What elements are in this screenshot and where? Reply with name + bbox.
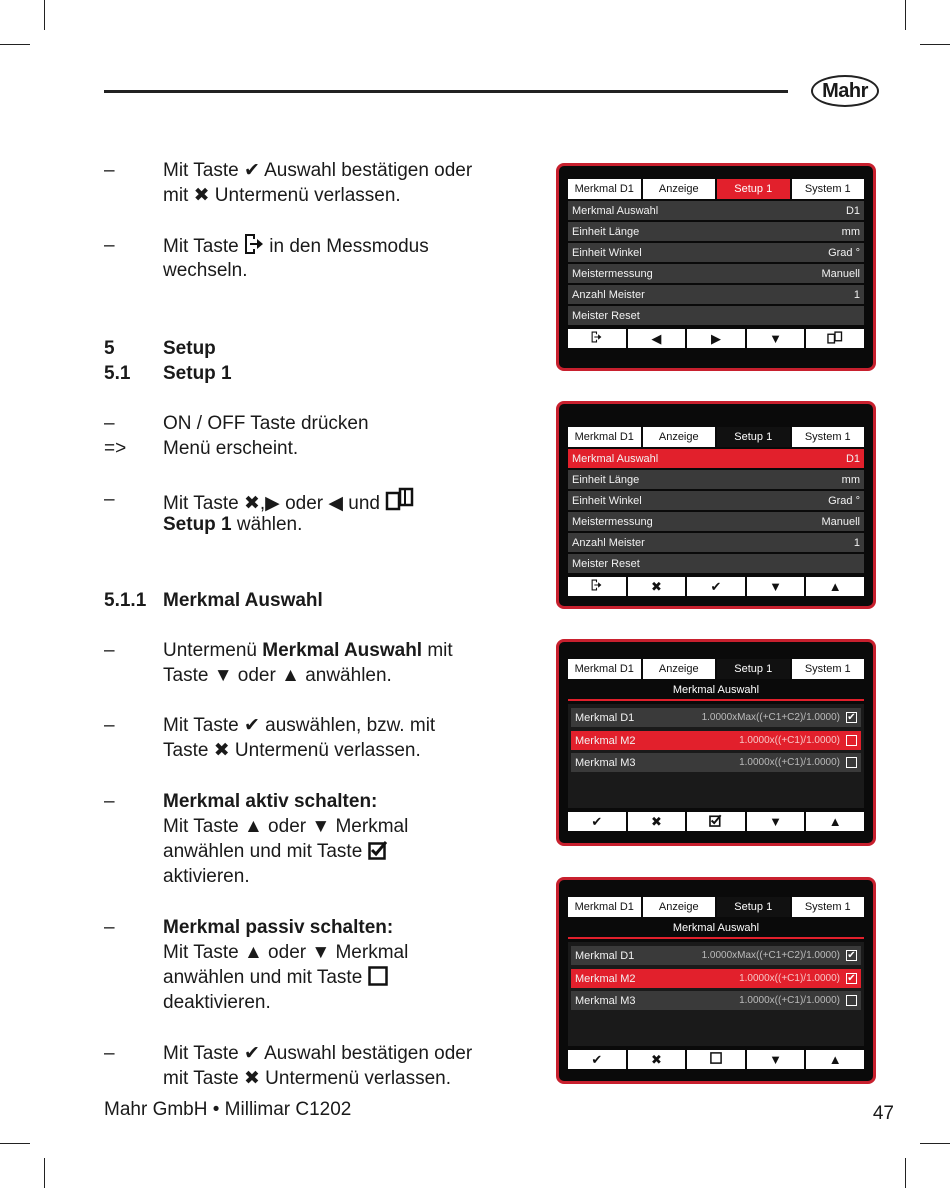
arrow-up-icon: ▲ bbox=[243, 816, 263, 837]
cancel-key[interactable] bbox=[628, 1050, 686, 1069]
section-title: Setup bbox=[163, 338, 216, 359]
check-icon: ✔ bbox=[591, 1051, 603, 1067]
down-key[interactable] bbox=[747, 577, 805, 596]
text-line: Mit Taste ✔ Auswahl bestätigen oder bbox=[163, 160, 473, 181]
check-icon: ✔ bbox=[243, 1043, 260, 1064]
arrow-down-icon: ▼ bbox=[769, 331, 783, 346]
crop-mark bbox=[44, 0, 45, 30]
arrow-left-icon: ◀ bbox=[328, 493, 344, 514]
text-line: Mit Taste ▲ oder ▼ Merkmal bbox=[163, 942, 409, 963]
text-line: Taste ✖ Untermenü verlassen. bbox=[163, 740, 421, 761]
up-key[interactable] bbox=[806, 812, 864, 831]
device-screen-merkmal-auswahl bbox=[556, 639, 876, 846]
tab-setup-1[interactable]: Setup 1 bbox=[717, 897, 790, 917]
text-line: anwählen und mit Taste bbox=[163, 839, 388, 864]
mahr-logo: Mahr bbox=[811, 75, 879, 107]
right-key[interactable] bbox=[687, 329, 745, 348]
arrow-down-icon: ▼ bbox=[311, 816, 331, 837]
text-line: Taste ▼ oder ▲ anwählen. bbox=[163, 665, 392, 686]
down-key[interactable] bbox=[747, 812, 805, 831]
bullet-dash: – bbox=[104, 917, 115, 938]
left-key[interactable] bbox=[628, 329, 686, 348]
section-number: 5.1.1 bbox=[104, 590, 147, 611]
arrow-up-icon: ▲ bbox=[243, 942, 263, 963]
text-line: mit ✖ Untermenü verlassen. bbox=[163, 185, 401, 206]
cancel-key[interactable] bbox=[628, 577, 686, 596]
confirm-key[interactable] bbox=[687, 577, 745, 596]
menu-row[interactable]: Meistermessung Manuell bbox=[568, 264, 864, 283]
bullet-dash: – bbox=[104, 640, 115, 661]
menu-row[interactable]: Anzahl Meister 1 bbox=[568, 533, 864, 552]
confirm-key[interactable] bbox=[568, 1050, 626, 1069]
page-number: 47 bbox=[872, 1103, 894, 1124]
cross-icon: ✖ bbox=[650, 578, 662, 594]
tab-anzeige[interactable]: Anzeige bbox=[643, 659, 716, 679]
result-arrow: => bbox=[104, 438, 127, 459]
text-line: Mit Taste ▲ oder ▼ Merkmal bbox=[163, 816, 409, 837]
tab-merkmal-d1[interactable]: Merkmal D1 bbox=[568, 179, 641, 199]
text-line: Mit Taste in den Messmodus bbox=[163, 233, 429, 262]
pages-icon bbox=[826, 331, 844, 347]
arrow-down-icon: ▼ bbox=[769, 1052, 783, 1067]
text-line: Merkmal passiv schalten: bbox=[163, 917, 394, 938]
crop-mark bbox=[44, 1158, 45, 1188]
menu-row[interactable]: Einheit Winkel Grad ° bbox=[568, 243, 864, 262]
menu-row[interactable]: Meister Reset bbox=[568, 306, 864, 325]
arrow-up-icon: ▲ bbox=[281, 665, 300, 686]
tab-anzeige[interactable]: Anzeige bbox=[643, 427, 716, 447]
exit-key[interactable] bbox=[568, 577, 626, 596]
exit-icon bbox=[591, 331, 602, 346]
menu-row[interactable]: Meister Reset bbox=[568, 554, 864, 573]
arrow-left-icon: ◀ bbox=[651, 330, 662, 346]
crop-mark bbox=[920, 1143, 950, 1144]
check-icon: ✔ bbox=[710, 578, 722, 594]
cross-icon: ✖ bbox=[193, 185, 210, 206]
screen-tabs bbox=[568, 659, 864, 679]
cross-icon: ✖ bbox=[213, 740, 230, 761]
device-screen-merkmal-auswahl-active bbox=[556, 877, 876, 1084]
tab-system-1[interactable]: System 1 bbox=[792, 659, 865, 679]
header-rule bbox=[104, 90, 788, 93]
text-line: ON / OFF Taste drücken bbox=[163, 413, 369, 434]
cross-icon: ✖ bbox=[243, 1068, 260, 1089]
check-icon: ✔ bbox=[243, 715, 260, 736]
arrow-up-icon: ▲ bbox=[828, 814, 842, 829]
empty-box-icon bbox=[710, 1052, 722, 1067]
crop-mark bbox=[905, 0, 906, 30]
crop-mark bbox=[0, 1143, 30, 1144]
arrow-down-icon: ▼ bbox=[769, 579, 783, 594]
menu-row[interactable]: Einheit Länge mm bbox=[568, 470, 864, 489]
device-screen-setup-selected bbox=[556, 401, 876, 609]
merkmal-row[interactable]: Merkmal D1 1.0000xMax((+C1+C2)/1.0000) ✔ bbox=[571, 946, 861, 965]
up-key[interactable] bbox=[806, 577, 864, 596]
text-line: Untermenü Merkmal Auswahl mit bbox=[163, 640, 453, 661]
tab-setup-1[interactable]: Setup 1 bbox=[717, 179, 790, 199]
crop-mark bbox=[0, 44, 30, 45]
tab-anzeige[interactable]: Anzeige bbox=[643, 897, 716, 917]
checked-box-icon[interactable]: ✔ bbox=[847, 972, 856, 984]
arrow-down-icon: ▼ bbox=[769, 814, 783, 829]
screen-tabs bbox=[568, 897, 864, 917]
tab-merkmal-d1[interactable]: Merkmal D1 bbox=[568, 897, 641, 917]
cross-icon: ✖ bbox=[650, 1051, 662, 1067]
deactivate-key[interactable] bbox=[687, 1050, 745, 1069]
screen-tabs bbox=[568, 179, 864, 199]
arrow-up-icon: ▲ bbox=[828, 1052, 842, 1067]
device-screen-setup bbox=[556, 163, 876, 371]
arrow-down-icon: ▼ bbox=[213, 665, 233, 686]
bullet-dash: – bbox=[104, 791, 115, 812]
cross-icon: ✖ bbox=[650, 813, 662, 829]
bullet-dash: – bbox=[104, 413, 115, 434]
submenu-title: Merkmal Auswahl bbox=[568, 919, 864, 939]
checked-box-icon bbox=[368, 841, 388, 862]
bullet-dash: – bbox=[104, 489, 115, 510]
menu-row-selected[interactable]: Merkmal Auswahl D1 bbox=[568, 449, 864, 468]
merkmal-row[interactable]: Merkmal D1 1.0000xMax((+C1+C2)/1.0000) ✔ bbox=[571, 708, 861, 727]
text-line: Merkmal aktiv schalten: bbox=[163, 791, 378, 812]
check-icon: ✔ bbox=[243, 160, 260, 181]
tab-setup-1[interactable]: Setup 1 bbox=[717, 659, 790, 679]
submenu-title: Merkmal Auswahl bbox=[568, 681, 864, 701]
screen-tabs bbox=[568, 427, 864, 447]
pages-key[interactable] bbox=[806, 329, 864, 348]
checked-box-icon bbox=[709, 814, 722, 830]
text-line: Mit Taste ✖,▶ oder ◀ und bbox=[163, 487, 415, 516]
bullet-dash: – bbox=[104, 715, 115, 736]
merkmal-row-selected[interactable]: Merkmal M2 1.0000x((+C1)/1.0000) bbox=[571, 731, 861, 750]
text-line: aktivieren. bbox=[163, 866, 250, 887]
crop-mark bbox=[920, 44, 950, 45]
menu-row[interactable]: Einheit Länge mm bbox=[568, 222, 864, 241]
merkmal-row[interactable]: Merkmal M3 1.0000x((+C1)/1.0000) bbox=[571, 991, 861, 1010]
menu-row[interactable]: Einheit Winkel Grad ° bbox=[568, 491, 864, 510]
text-line: wechseln. bbox=[163, 260, 248, 281]
arrow-right-icon: ▶ bbox=[265, 493, 280, 514]
text-line: Mit Taste ✔ auswählen, bzw. mit bbox=[163, 715, 436, 736]
check-icon: ✔ bbox=[591, 813, 603, 829]
text-line: Menü erscheint. bbox=[163, 438, 299, 459]
merkmal-row-selected[interactable]: Merkmal M2 1.0000x((+C1)/1.0000) ✔ bbox=[571, 969, 861, 988]
tab-system-1[interactable]: System 1 bbox=[792, 179, 865, 199]
section-number: 5 bbox=[104, 338, 115, 359]
cancel-key[interactable] bbox=[628, 812, 686, 831]
function-keys bbox=[568, 812, 864, 831]
arrow-right-icon: ▶ bbox=[710, 330, 721, 346]
menu-row[interactable]: Anzahl Meister 1 bbox=[568, 285, 864, 304]
menu-row[interactable]: Merkmal Auswahl D1 bbox=[568, 201, 864, 220]
empty-box-icon[interactable] bbox=[846, 757, 857, 768]
section-number: 5.1 bbox=[104, 363, 131, 384]
empty-box-icon bbox=[368, 967, 388, 988]
tab-system-1[interactable]: System 1 bbox=[792, 897, 865, 917]
menu-row[interactable]: Meistermessung Manuell bbox=[568, 512, 864, 531]
down-key[interactable] bbox=[747, 1050, 805, 1069]
pages-icon bbox=[385, 493, 415, 514]
tab-merkmal-d1[interactable]: Merkmal D1 bbox=[568, 659, 641, 679]
merkmal-row[interactable]: Merkmal M3 1.0000x((+C1)/1.0000) bbox=[571, 753, 861, 772]
function-keys bbox=[568, 1050, 864, 1069]
text-line: mit Taste ✖ Untermenü verlassen. bbox=[163, 1068, 452, 1089]
text-line: deaktivieren. bbox=[163, 992, 271, 1013]
section-title: Merkmal Auswahl bbox=[163, 590, 323, 611]
tab-anzeige[interactable]: Anzeige bbox=[643, 179, 716, 199]
tab-setup-1[interactable]: Setup 1 bbox=[717, 427, 790, 447]
checked-box-icon[interactable]: ✔ bbox=[847, 711, 856, 723]
bullet-dash: – bbox=[104, 235, 115, 256]
text-line: anwählen und mit Taste bbox=[163, 965, 388, 990]
arrow-up-icon: ▲ bbox=[828, 579, 842, 594]
footer-text: Mahr GmbH • Millimar C1202 bbox=[104, 1099, 352, 1120]
checked-box-icon[interactable]: ✔ bbox=[847, 949, 856, 961]
confirm-key[interactable] bbox=[568, 812, 626, 831]
function-keys bbox=[568, 329, 864, 348]
up-key[interactable] bbox=[806, 1050, 864, 1069]
exit-icon bbox=[591, 579, 602, 594]
arrow-down-icon: ▼ bbox=[311, 942, 331, 963]
tab-system-1[interactable]: System 1 bbox=[792, 427, 865, 447]
function-keys bbox=[568, 577, 864, 596]
bullet-dash: – bbox=[104, 1043, 115, 1064]
text-line: Mit Taste ✔ Auswahl bestätigen oder bbox=[163, 1043, 473, 1064]
section-title: Setup 1 bbox=[163, 363, 232, 384]
bullet-dash: – bbox=[104, 160, 115, 181]
exit-key[interactable] bbox=[568, 329, 626, 348]
down-key[interactable] bbox=[747, 329, 805, 348]
activate-key[interactable] bbox=[687, 812, 745, 831]
cross-icon: ✖ bbox=[243, 493, 260, 514]
crop-mark bbox=[905, 1158, 906, 1188]
empty-box-icon[interactable] bbox=[846, 995, 857, 1006]
empty-box-icon[interactable] bbox=[846, 735, 857, 746]
text-line: Setup 1 wählen. bbox=[163, 514, 303, 535]
tab-merkmal-d1[interactable]: Merkmal D1 bbox=[568, 427, 641, 447]
